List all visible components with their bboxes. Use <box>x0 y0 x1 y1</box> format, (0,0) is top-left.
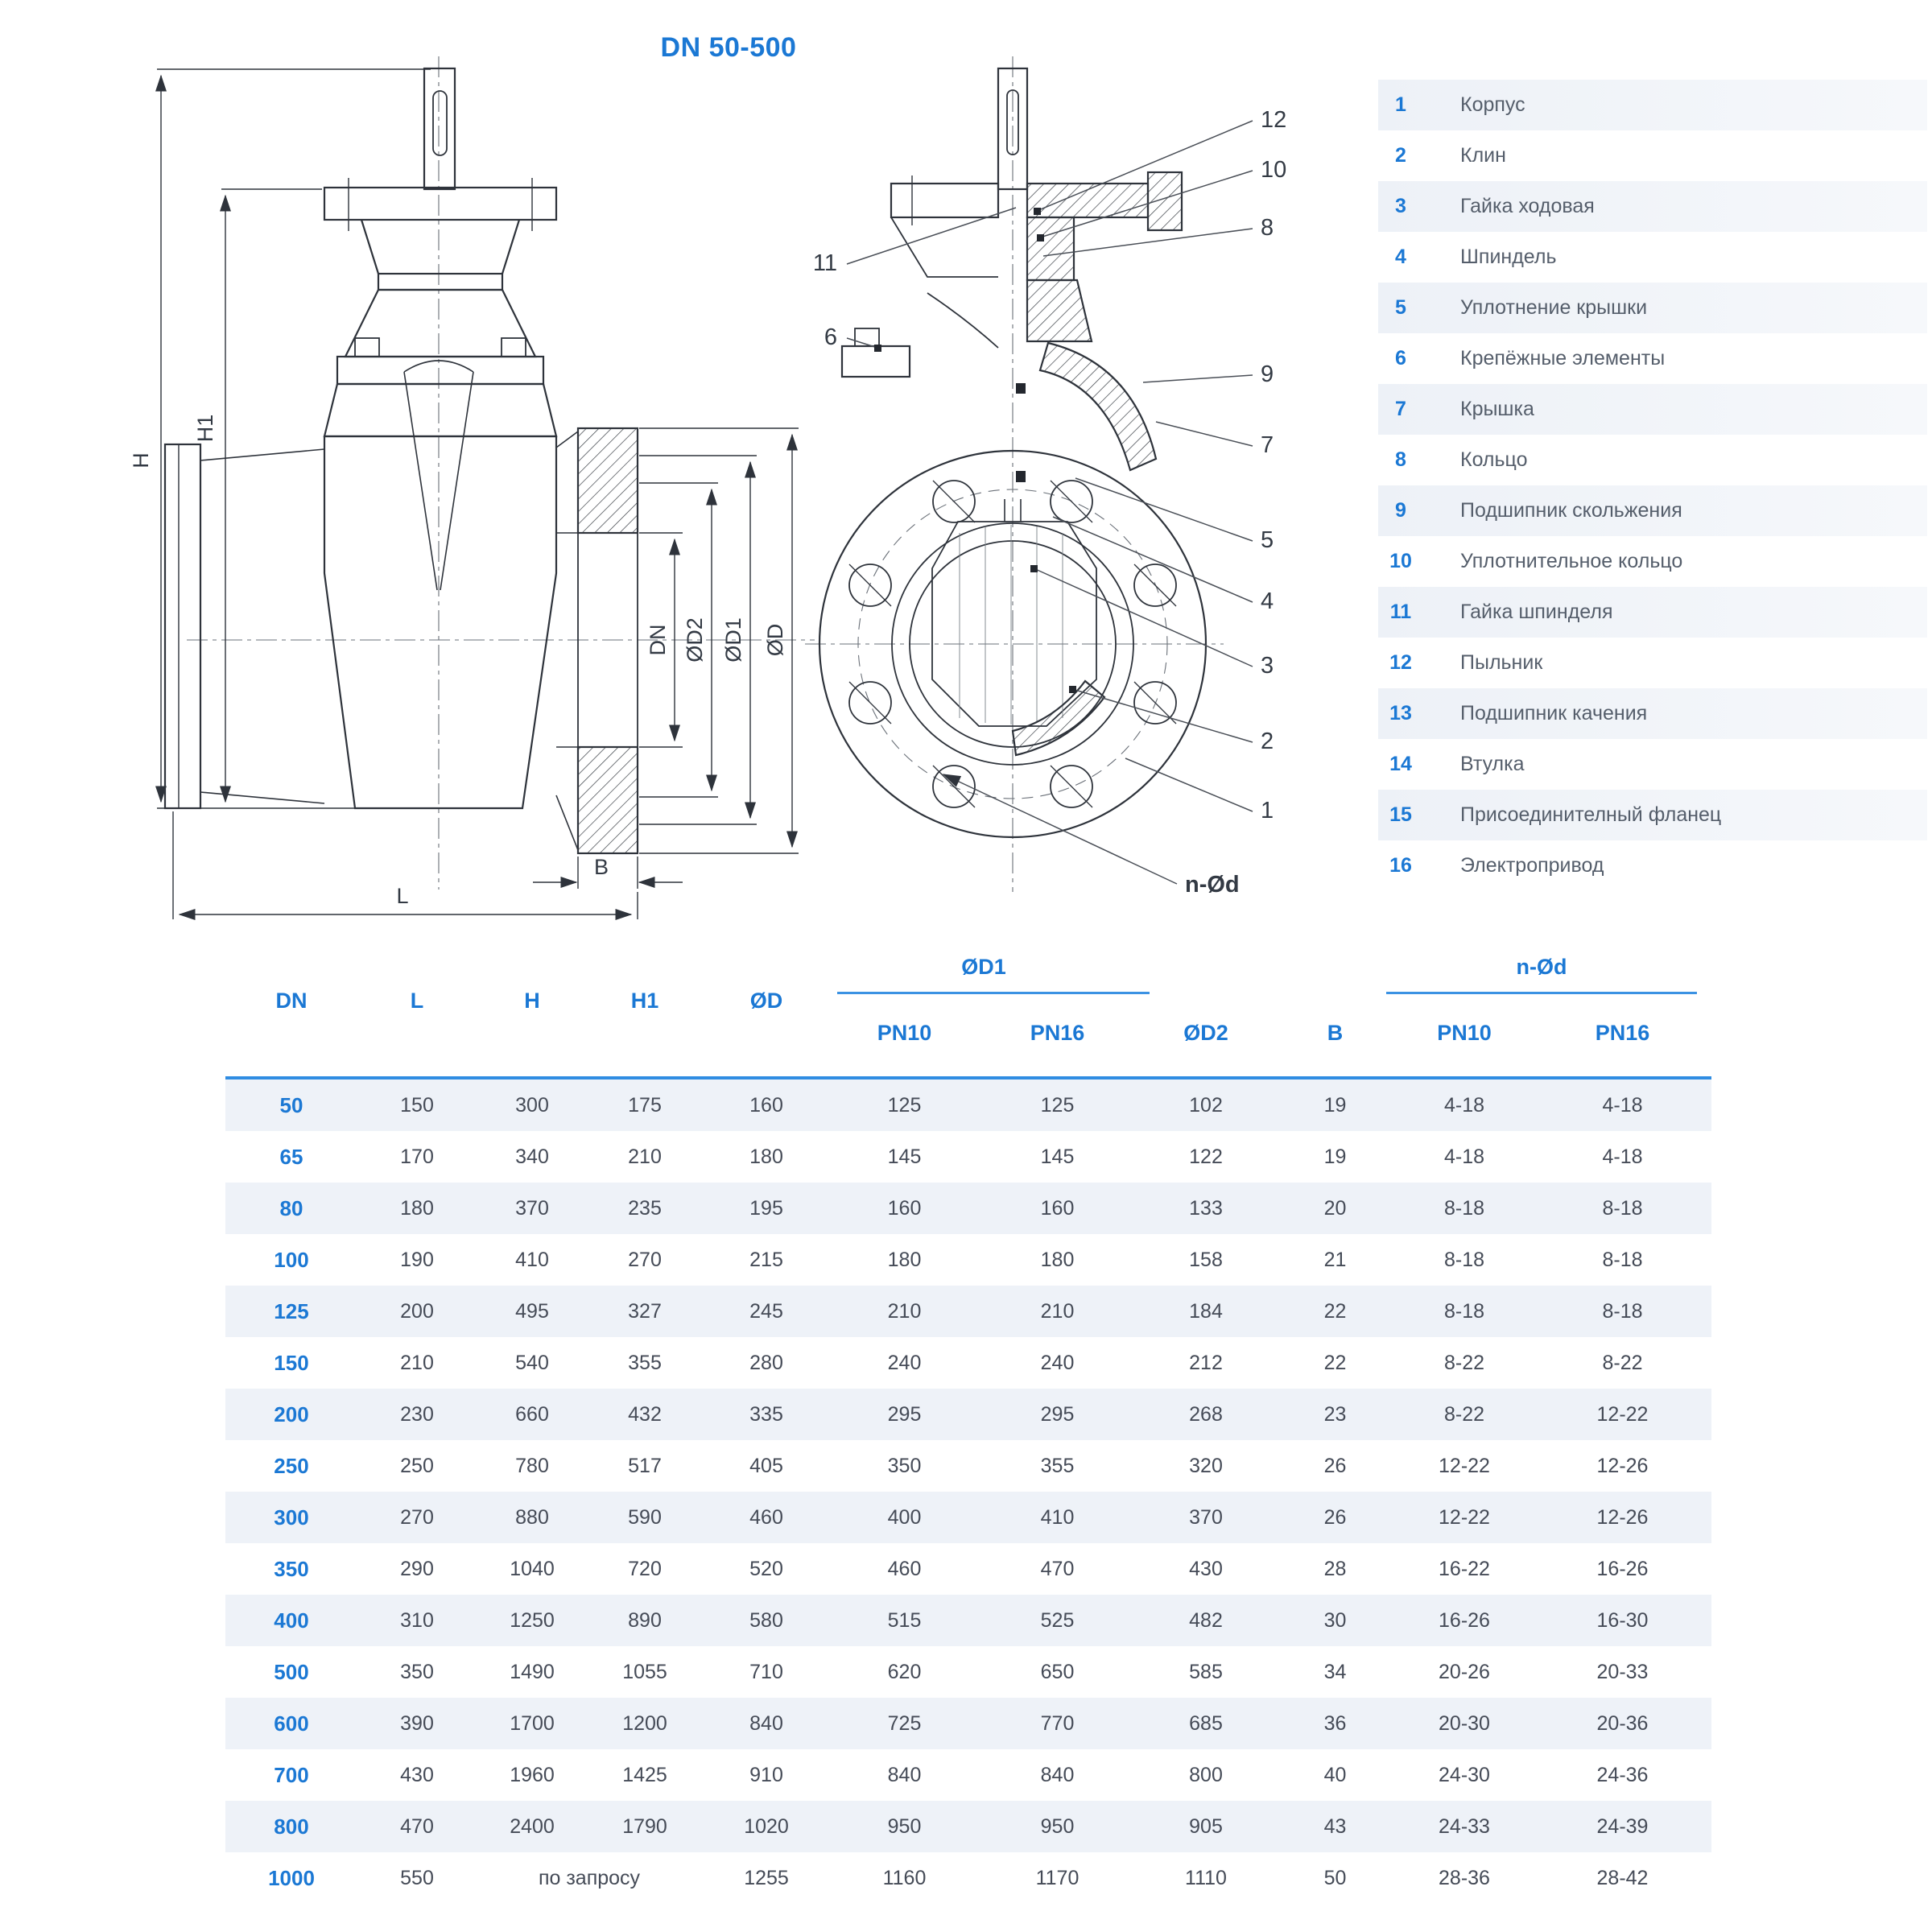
table-row <box>225 1801 1711 1852</box>
callout-8: 8 <box>1261 215 1274 241</box>
table-cell: 1020 <box>744 1814 789 1838</box>
table-cell: 585 <box>1189 1660 1223 1683</box>
table-row <box>225 1337 1711 1389</box>
parts-list-item <box>1378 232 1927 283</box>
table-cell: 36 <box>1323 1711 1347 1735</box>
table-cell: 890 <box>628 1608 662 1632</box>
table-cell: 145 <box>1040 1145 1075 1168</box>
table-cell: 685 <box>1189 1711 1223 1735</box>
table-cell: 230 <box>400 1402 434 1426</box>
table-row <box>225 1131 1711 1183</box>
table-cell: 180 <box>749 1145 783 1168</box>
parts-list-item <box>1378 739 1927 790</box>
table-cell: 12-26 <box>1596 1505 1649 1529</box>
table-row <box>225 1595 1711 1646</box>
table-cell: 43 <box>1323 1814 1347 1838</box>
group-underline-d1 <box>837 992 1150 994</box>
table-cell: 20-36 <box>1596 1711 1649 1735</box>
table-cell: 8-22 <box>1443 1402 1485 1426</box>
parts-list <box>1378 80 1927 891</box>
table-cell: 22 <box>1323 1351 1347 1374</box>
part-number: 5 <box>1395 296 1406 319</box>
part-label: Уплотнение крышки <box>1460 296 1648 319</box>
col-header-dn: DN <box>275 989 308 1013</box>
part-number: 6 <box>1395 347 1406 369</box>
table-cell: 432 <box>628 1402 662 1426</box>
table-cell: 212 <box>1189 1351 1223 1374</box>
table-cell: 1200 <box>622 1711 667 1735</box>
table-cell: 430 <box>400 1763 434 1786</box>
table-cell: 184 <box>1189 1299 1223 1323</box>
table-cell: 210 <box>628 1145 662 1168</box>
part-number: 12 <box>1389 651 1412 674</box>
table-cell: 12-26 <box>1596 1454 1649 1477</box>
table-cell: 1000 <box>268 1865 315 1890</box>
table-cell: 28-42 <box>1596 1866 1649 1889</box>
valve-drawings <box>0 0 1368 926</box>
table-cell: 350 <box>887 1454 922 1477</box>
callout-10: 10 <box>1261 157 1287 183</box>
table-cell: 235 <box>628 1196 662 1220</box>
table-cell: 580 <box>749 1608 783 1632</box>
table-cell: 4-18 <box>1443 1145 1485 1168</box>
table-cell: 21 <box>1323 1248 1347 1271</box>
table-cell: 410 <box>515 1248 549 1271</box>
table-cell: 16-30 <box>1596 1608 1649 1632</box>
table-cell: 20 <box>1323 1196 1347 1220</box>
parts-list-item <box>1378 333 1927 384</box>
callout-2: 2 <box>1261 729 1274 754</box>
table-cell: 180 <box>1040 1248 1075 1271</box>
table-cell: 4-18 <box>1602 1093 1643 1117</box>
table-cell: 24-30 <box>1439 1763 1490 1786</box>
col-header-d2: ØD2 <box>1183 1021 1228 1045</box>
table-cell: 600 <box>274 1711 309 1736</box>
col-header-d1-pn16: PN16 <box>1030 1021 1085 1045</box>
table-cell: 460 <box>749 1505 783 1529</box>
table-cell: 515 <box>887 1608 922 1632</box>
table-cell: 20-33 <box>1596 1660 1649 1683</box>
table-cell: 270 <box>628 1248 662 1271</box>
table-row <box>225 1183 1711 1234</box>
col-group-nod: n-Ød <box>1516 955 1567 979</box>
table-cell: 1160 <box>882 1866 927 1889</box>
table-cell: 1960 <box>510 1763 555 1786</box>
part-label: Подшипник качения <box>1460 702 1648 724</box>
part-label: Кольцо <box>1460 448 1528 471</box>
parts-list-item <box>1378 384 1927 435</box>
part-number: 7 <box>1395 398 1406 420</box>
table-cell: 725 <box>887 1711 922 1735</box>
dim-label-h: H <box>129 452 153 469</box>
table-cell: 16-26 <box>1596 1557 1649 1580</box>
dimension-labels <box>129 415 787 908</box>
table-row <box>225 1080 1711 1131</box>
table-cell: 125 <box>887 1093 922 1117</box>
table-cell: 40 <box>1323 1763 1347 1786</box>
table-cell: 355 <box>628 1351 662 1374</box>
part-label: Присоединителный фланец <box>1460 803 1722 826</box>
table-row <box>225 1234 1711 1286</box>
callout-5: 5 <box>1261 527 1274 553</box>
table-row <box>225 1389 1711 1440</box>
table-cell: 245 <box>749 1299 783 1323</box>
part-label: Подшипник скольжения <box>1460 499 1682 522</box>
parts-list-item <box>1378 130 1927 181</box>
part-number: 9 <box>1395 499 1406 522</box>
table-cell: 22 <box>1323 1299 1347 1323</box>
table-cell: 160 <box>749 1093 783 1117</box>
table-cell: 8-18 <box>1602 1248 1643 1271</box>
table-cell: 950 <box>887 1814 922 1838</box>
table-cell: 215 <box>749 1248 783 1271</box>
table-row <box>225 1852 1711 1904</box>
callout-3: 3 <box>1261 653 1274 679</box>
table-cell: 210 <box>1040 1299 1075 1323</box>
table-cell: 270 <box>400 1505 434 1529</box>
table-cell: 910 <box>749 1763 783 1786</box>
table-cell: 290 <box>400 1557 434 1580</box>
table-cell: 250 <box>400 1454 434 1477</box>
table-cell: 1255 <box>744 1866 789 1889</box>
table-cell: 482 <box>1189 1608 1223 1632</box>
part-number: 2 <box>1395 144 1406 167</box>
part-label: Крепёжные элементы <box>1460 347 1666 369</box>
table-cell: 495 <box>515 1299 549 1323</box>
table-cell: 170 <box>400 1145 434 1168</box>
callout-9: 9 <box>1261 361 1274 387</box>
table-cell: 1170 <box>1035 1866 1080 1889</box>
table-cell: 122 <box>1189 1145 1223 1168</box>
col-header-b: B <box>1327 1021 1344 1045</box>
page-title: DN 50-500 <box>660 32 797 63</box>
table-cell: 370 <box>1189 1505 1223 1529</box>
callout-7: 7 <box>1261 432 1274 458</box>
part-label: Гайка ходовая <box>1460 195 1595 217</box>
col-header-nod-pn10: PN10 <box>1437 1021 1492 1045</box>
part-label: Пыльник <box>1460 651 1543 674</box>
table-cell: 1700 <box>510 1711 555 1735</box>
part-label: Крышка <box>1460 398 1534 420</box>
table-cell: 50 <box>279 1092 303 1117</box>
table-cell: 335 <box>749 1402 783 1426</box>
table-cell: 19 <box>1323 1093 1347 1117</box>
parts-list-item <box>1378 435 1927 485</box>
table-cell: 190 <box>400 1248 434 1271</box>
table-cell: 250 <box>274 1453 309 1478</box>
table-cell: 710 <box>749 1660 783 1683</box>
table-cell: 50 <box>1323 1866 1347 1889</box>
table-cell: 4-18 <box>1602 1145 1643 1168</box>
col-header-h1: H1 <box>630 989 659 1013</box>
table-cell: 150 <box>274 1350 309 1375</box>
parts-list-item <box>1378 181 1927 232</box>
table-cell: 150 <box>400 1093 434 1117</box>
part-number: 11 <box>1389 601 1412 623</box>
table-cell: 1425 <box>622 1763 667 1786</box>
table-cell: 1055 <box>622 1660 667 1683</box>
table-cell: 4-18 <box>1443 1093 1485 1117</box>
table-cell: 195 <box>749 1196 783 1220</box>
table-cell: 1250 <box>510 1608 555 1632</box>
part-number: 13 <box>1389 702 1412 724</box>
table-cell: 500 <box>274 1659 309 1684</box>
part-label: Корпус <box>1460 93 1525 116</box>
table-cell: 240 <box>887 1351 922 1374</box>
group-underline-nod <box>1386 992 1697 994</box>
table-cell: 160 <box>1040 1196 1075 1220</box>
table-cell: 950 <box>1040 1814 1075 1838</box>
part-label: Электропривод <box>1460 854 1604 877</box>
table-cell: 400 <box>887 1505 922 1529</box>
table-cell: 620 <box>887 1660 922 1683</box>
table-cell: 525 <box>1040 1608 1075 1632</box>
table-cell: 200 <box>400 1299 434 1323</box>
table-cell: 280 <box>749 1351 783 1374</box>
callout-6: 6 <box>824 324 837 350</box>
table-cell: 133 <box>1189 1196 1223 1220</box>
table-cell: 12-22 <box>1439 1505 1490 1529</box>
table-cell: 180 <box>400 1196 434 1220</box>
table-cell: 2400 <box>510 1814 555 1838</box>
table-cell: 800 <box>274 1814 309 1839</box>
table-cell: 12-22 <box>1439 1454 1490 1477</box>
table-row <box>225 1698 1711 1749</box>
table-cell: 16-22 <box>1439 1557 1490 1580</box>
table-cell: 350 <box>400 1660 434 1683</box>
table-cell: 125 <box>274 1298 309 1323</box>
dim-label-l: L <box>396 884 409 908</box>
part-label: Втулка <box>1460 753 1525 775</box>
parts-list-item <box>1378 80 1927 130</box>
table-cell: 8-18 <box>1443 1248 1485 1271</box>
table-cell: по запросу <box>538 1866 641 1889</box>
table-cell: 180 <box>887 1248 922 1271</box>
table-cell: 24-33 <box>1439 1814 1490 1838</box>
dim-label-d1: ØD1 <box>721 617 745 663</box>
table-cell: 540 <box>515 1351 549 1374</box>
table-cell: 210 <box>400 1351 434 1374</box>
table-cell: 19 <box>1323 1145 1347 1168</box>
col-header-d1-pn10: PN10 <box>877 1021 932 1045</box>
parts-list-item <box>1378 840 1927 891</box>
table-cell: 590 <box>628 1505 662 1529</box>
dim-label-b: B <box>593 855 609 879</box>
table-cell: 268 <box>1189 1402 1223 1426</box>
table-cell: 355 <box>1040 1454 1075 1477</box>
table-cell: 175 <box>628 1093 662 1117</box>
table-cell: 550 <box>400 1866 434 1889</box>
valve-section-view <box>805 56 1224 892</box>
table-cell: 470 <box>1040 1557 1075 1580</box>
parts-list-item <box>1378 790 1927 840</box>
table-row <box>225 1749 1711 1801</box>
dim-label-h1: H1 <box>193 414 217 443</box>
table-cell: 1110 <box>1185 1866 1227 1889</box>
table-cell: 8-18 <box>1602 1299 1643 1323</box>
table-cell: 16-26 <box>1439 1608 1490 1632</box>
table-cell: 430 <box>1189 1557 1223 1580</box>
table-cell: 28-36 <box>1439 1866 1490 1889</box>
table-cell: 840 <box>749 1711 783 1735</box>
table-cell: 125 <box>1040 1093 1075 1117</box>
callout-11: 11 <box>812 250 837 276</box>
part-number: 15 <box>1389 803 1412 826</box>
table-cell: 160 <box>887 1196 922 1220</box>
table-cell: 295 <box>1040 1402 1075 1426</box>
table-cell: 20-26 <box>1439 1660 1490 1683</box>
table-cell: 310 <box>400 1608 434 1632</box>
table-cell: 26 <box>1323 1505 1347 1529</box>
dimension-lines <box>157 69 799 919</box>
table-cell: 370 <box>515 1196 549 1220</box>
dim-label-dn: DN <box>646 624 670 656</box>
table-cell: 34 <box>1323 1660 1347 1683</box>
dim-label-d: ØD <box>763 623 787 657</box>
part-label: Гайка шпинделя <box>1460 601 1613 623</box>
table-cell: 410 <box>1040 1505 1075 1529</box>
parts-list-item <box>1378 638 1927 688</box>
table-cell: 840 <box>1040 1763 1075 1786</box>
table-cell: 470 <box>400 1814 434 1838</box>
table-cell: 12-22 <box>1596 1402 1649 1426</box>
table-cell: 1790 <box>622 1814 667 1838</box>
table-cell: 145 <box>887 1145 922 1168</box>
dims-table-body <box>225 1080 1711 1904</box>
table-cell: 460 <box>887 1557 922 1580</box>
table-cell: 8-18 <box>1443 1196 1485 1220</box>
table-row <box>225 1492 1711 1543</box>
part-number: 3 <box>1395 195 1406 217</box>
table-row <box>225 1646 1711 1698</box>
table-cell: 660 <box>515 1402 549 1426</box>
table-row <box>225 1440 1711 1492</box>
parts-list-item <box>1378 587 1927 638</box>
callout-1: 1 <box>1261 798 1274 824</box>
dim-label-d2: ØD2 <box>683 617 707 663</box>
table-cell: 158 <box>1189 1248 1223 1271</box>
part-number: 14 <box>1389 753 1412 775</box>
table-cell: 23 <box>1323 1402 1347 1426</box>
bolt-pattern-label: n-Ød <box>1185 872 1240 898</box>
table-cell: 210 <box>887 1299 922 1323</box>
table-cell: 390 <box>400 1711 434 1735</box>
table-cell: 327 <box>628 1299 662 1323</box>
part-number: 1 <box>1395 93 1406 116</box>
table-cell: 8-18 <box>1602 1196 1643 1220</box>
part-number: 10 <box>1389 550 1412 572</box>
table-cell: 770 <box>1040 1711 1075 1735</box>
table-cell: 65 <box>279 1144 303 1169</box>
table-cell: 650 <box>1040 1660 1075 1683</box>
table-cell: 28 <box>1323 1557 1347 1580</box>
part-label: Шпиндель <box>1460 246 1557 268</box>
table-row <box>225 1286 1711 1337</box>
table-cell: 880 <box>515 1505 549 1529</box>
table-cell: 102 <box>1189 1093 1223 1117</box>
table-cell: 905 <box>1189 1814 1223 1838</box>
table-cell: 100 <box>274 1247 309 1272</box>
table-cell: 240 <box>1040 1351 1075 1374</box>
callout-12: 12 <box>1261 107 1287 133</box>
table-cell: 295 <box>887 1402 922 1426</box>
table-cell: 300 <box>515 1093 549 1117</box>
table-row <box>225 1543 1711 1595</box>
table-cell: 700 <box>274 1762 309 1787</box>
table-cell: 517 <box>628 1454 662 1477</box>
table-cell: 405 <box>749 1454 783 1477</box>
part-label: Уплотнительное кольцо <box>1460 550 1683 572</box>
part-number: 4 <box>1395 246 1406 268</box>
table-cell: 400 <box>274 1608 309 1633</box>
table-cell: 24-39 <box>1596 1814 1649 1838</box>
parts-list-item <box>1378 536 1927 587</box>
table-cell: 720 <box>628 1557 662 1580</box>
table-cell: 300 <box>274 1505 309 1530</box>
col-header-h: H <box>524 989 540 1013</box>
parts-list-item <box>1378 283 1927 333</box>
table-cell: 8-22 <box>1602 1351 1643 1374</box>
table-cell: 30 <box>1323 1608 1347 1632</box>
table-cell: 80 <box>279 1195 303 1220</box>
part-label: Клин <box>1460 144 1506 167</box>
table-cell: 840 <box>887 1763 922 1786</box>
table-cell: 200 <box>274 1402 309 1426</box>
col-header-d: ØD <box>749 989 783 1013</box>
valve-side-view <box>165 56 815 890</box>
table-cell: 24-36 <box>1596 1763 1649 1786</box>
parts-list-item <box>1378 485 1927 536</box>
col-header-nod-pn16: PN16 <box>1595 1021 1650 1045</box>
table-cell: 8-22 <box>1443 1351 1485 1374</box>
table-cell: 20-30 <box>1439 1711 1490 1735</box>
parts-list-item <box>1378 688 1927 739</box>
table-cell: 340 <box>515 1145 549 1168</box>
table-cell: 800 <box>1189 1763 1223 1786</box>
table-cell: 26 <box>1323 1454 1347 1477</box>
table-cell: 520 <box>749 1557 783 1580</box>
table-cell: 780 <box>515 1454 549 1477</box>
table-cell: 350 <box>274 1556 309 1581</box>
callout-4: 4 <box>1261 588 1274 614</box>
part-number: 8 <box>1395 448 1406 471</box>
table-cell: 1040 <box>510 1557 555 1580</box>
table-cell: 1490 <box>510 1660 555 1683</box>
table-cell: 320 <box>1189 1454 1223 1477</box>
table-cell: 8-18 <box>1443 1299 1485 1323</box>
part-number: 16 <box>1389 854 1412 877</box>
col-header-l: L <box>410 989 424 1013</box>
col-group-d1: ØD1 <box>961 955 1006 979</box>
